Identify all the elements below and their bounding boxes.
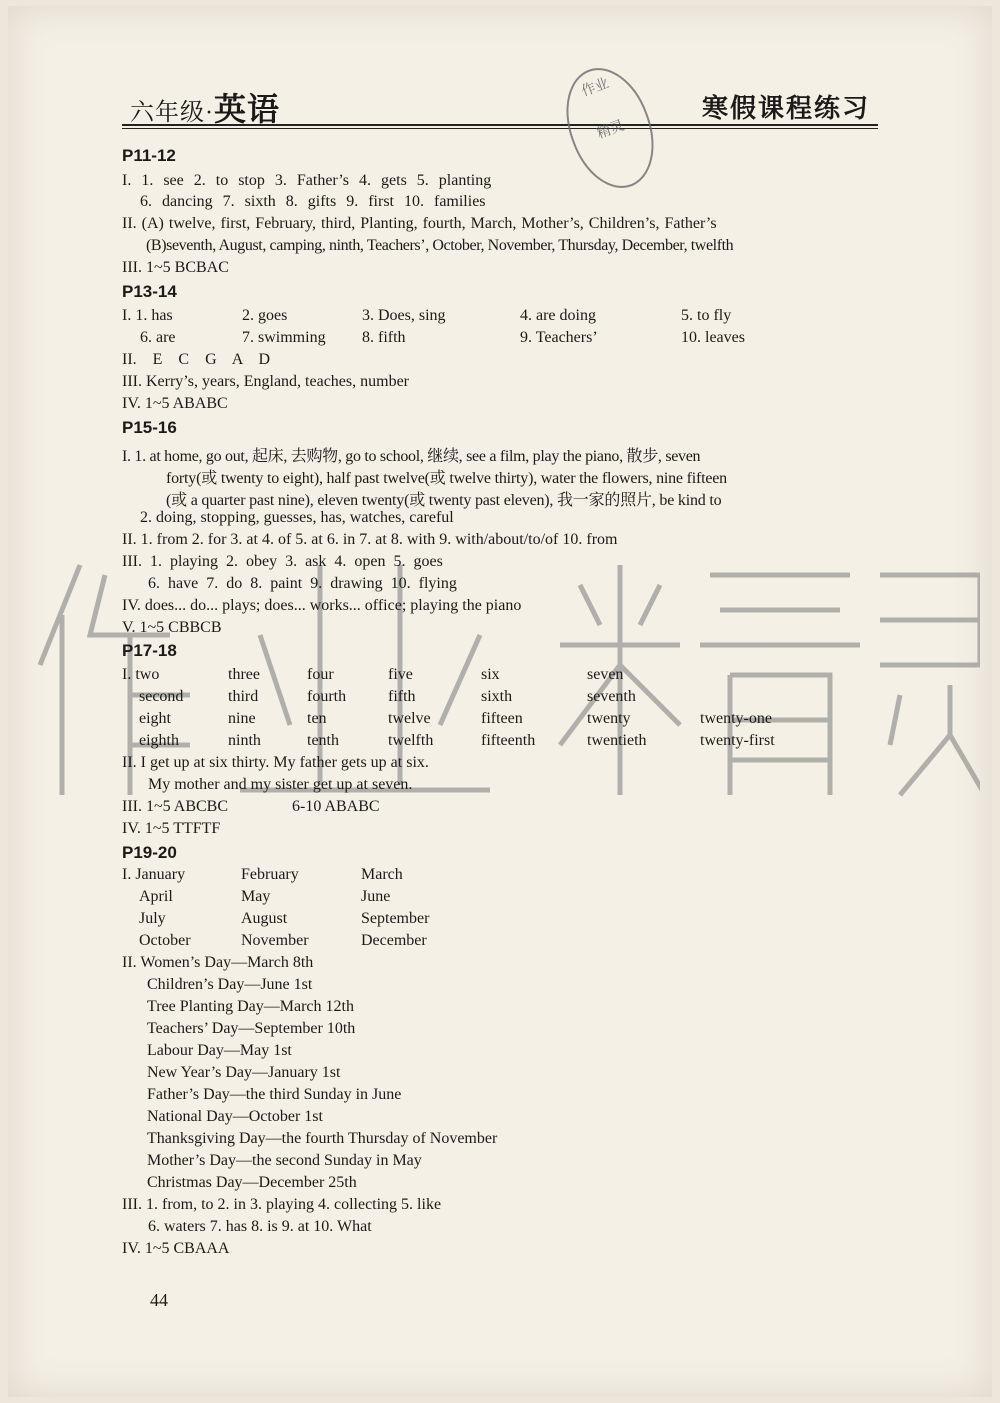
table-cell: twenty-first <box>700 732 775 749</box>
answer-item: 7. swimming <box>242 329 326 346</box>
answer-line: IV. 1~5 CBAAA <box>122 1240 230 1257</box>
answer-line: II. 1. from 2. for 3. at 4. of 5. at 6. in 7. at 8. with 9. with/about/to/of 10. from <box>122 531 618 548</box>
table-cell: seventh <box>587 688 636 705</box>
table-cell: twenty <box>587 710 631 727</box>
month-cell: July <box>139 910 166 927</box>
list-item: II. Women’s Day—March 8th <box>122 954 314 971</box>
answer-line: II. I get up at six thirty. My father gets up at six. <box>122 754 429 771</box>
section-title-p17-18: P17-18 <box>122 641 177 660</box>
answer-line: I. 1. see 2. to stop 3. Father’s 4. gets 5. planting <box>122 172 492 189</box>
table-cell: four <box>307 666 334 683</box>
month-cell: April <box>139 888 173 905</box>
answer-line: 6. waters 7. has 8. is 9. at 10. What <box>148 1218 372 1235</box>
answer-line: (或 a quarter past nine), eleven twenty(或 twenty past eleven), 我一家的照片, be kind to <box>166 492 722 509</box>
answer-line: III. 1. from, to 2. in 3. playing 4. collecting 5. like <box>122 1196 442 1213</box>
answer-line: IV. 1~5 ABABC <box>122 395 228 412</box>
answer-line: 6-10 ABABC <box>292 798 380 815</box>
table-cell: eighth <box>139 732 179 749</box>
list-item: Mother’s Day—the second Sunday in May <box>147 1152 422 1169</box>
answer-line: III. 1. playing 2. obey 3. ask 4. open 5. goes <box>122 553 443 570</box>
answer-line: III. 1~5 BCBAC <box>122 259 229 276</box>
answer-line: (B)seventh, August, camping, ninth, Teachers’, October, November, Thursday, December, twelfth <box>146 237 734 254</box>
month-cell: I. January <box>122 866 186 883</box>
answer-line: IV. 1~5 TTFTF <box>122 820 221 837</box>
table-cell: six <box>481 666 500 683</box>
month-cell: February <box>241 866 299 883</box>
header-grade-subject: 六年级·英语 <box>130 91 281 127</box>
answer-line: II. (A) twelve, first, February, third, Planting, fourth, March, Mother’s, Children’s, Father’s <box>122 215 717 232</box>
section-title-p13-14: P13-14 <box>122 282 177 301</box>
month-cell: December <box>361 932 427 949</box>
page-number: 44 <box>150 1290 168 1310</box>
answer-line: I. 1. at home, go out, 起床, 去购物, go to school, 继续, see a film, play the piano, 散步, seven <box>122 448 701 465</box>
answer-line: III. Kerry’s, years, England, teaches, number <box>122 373 409 390</box>
answer-item: I. 1. has <box>122 307 173 324</box>
table-cell: three <box>228 666 260 683</box>
table-cell: fifth <box>388 688 416 705</box>
answer-item: 6. are <box>140 329 176 346</box>
month-cell: June <box>361 888 391 905</box>
answer-line: IV. does... do... plays; does... works... office; playing the piano <box>122 597 522 614</box>
list-item: Thanksgiving Day—the fourth Thursday of November <box>147 1130 498 1147</box>
list-item: New Year’s Day—January 1st <box>147 1064 341 1081</box>
list-item: Children’s Day—June 1st <box>147 976 313 993</box>
section-title-p15-16: P15-16 <box>122 418 177 437</box>
table-cell: ninth <box>228 732 261 749</box>
table-cell: tenth <box>307 732 339 749</box>
answer-line: 6. dancing 7. sixth 8. gifts 9. first 10. families <box>140 193 486 210</box>
table-cell: eight <box>139 710 171 727</box>
section-title-p19-20: P19-20 <box>122 843 177 862</box>
table-cell: nine <box>228 710 256 727</box>
stamp-seal: 作业 精灵 <box>551 56 669 200</box>
list-item: Christmas Day—December 25th <box>147 1174 357 1191</box>
answer-line: V. 1~5 CBBCB <box>122 619 222 636</box>
answer-line: 6. have 7. do 8. paint 9. drawing 10. flying <box>148 575 457 592</box>
table-cell: twenty-one <box>700 710 772 727</box>
header-book-title: 寒假课程练习 <box>701 94 870 123</box>
answer-line: 2. doing, stopping, guesses, has, watches, careful <box>140 509 454 526</box>
table-cell: ten <box>307 710 327 727</box>
table-cell: twelve <box>388 710 431 727</box>
answer-item: 8. fifth <box>362 329 406 346</box>
list-item: Tree Planting Day—March 12th <box>147 998 354 1015</box>
table-cell: five <box>388 666 413 683</box>
answer-line: My mother and my sister get up at seven. <box>148 776 413 793</box>
table-cell: I. two <box>122 666 160 683</box>
answer-item: 3. Does, sing <box>362 307 446 324</box>
answer-item: 9. Teachers’ <box>520 329 598 346</box>
answer-item: 10. leaves <box>681 329 745 346</box>
table-cell: third <box>228 688 259 705</box>
answer-item: 4. are doing <box>520 307 596 324</box>
table-cell: fifteenth <box>481 732 536 749</box>
table-cell: seven <box>587 666 624 683</box>
table-cell: sixth <box>481 688 513 705</box>
answer-line: III. 1~5 ABCBC <box>122 798 228 815</box>
list-item: Father’s Day—the third Sunday in June <box>147 1086 402 1103</box>
month-cell: October <box>139 932 191 949</box>
answer-line: forty(或 twenty to eight), half past twelve(或 twelve thirty), water the flowers, nine fifteen <box>166 470 727 487</box>
answer-item: 2. goes <box>242 307 288 324</box>
answer-line: II. E C G A D <box>122 351 270 368</box>
list-item: National Day—October 1st <box>147 1108 323 1125</box>
list-item: Labour Day—May 1st <box>147 1042 292 1059</box>
table-cell: twelfth <box>388 732 434 749</box>
table-cell: twentieth <box>587 732 647 749</box>
table-cell: fourth <box>307 688 347 705</box>
month-cell: May <box>241 888 271 905</box>
table-cell: second <box>139 688 184 705</box>
month-cell: August <box>241 910 288 927</box>
table-cell: fifteen <box>481 710 523 727</box>
month-cell: November <box>241 932 309 949</box>
answer-item: 5. to fly <box>681 307 732 324</box>
month-cell: March <box>361 866 403 883</box>
month-cell: September <box>361 910 430 927</box>
section-title-p11-12: P11-12 <box>122 146 176 165</box>
list-item: Teachers’ Day—September 10th <box>147 1020 356 1037</box>
